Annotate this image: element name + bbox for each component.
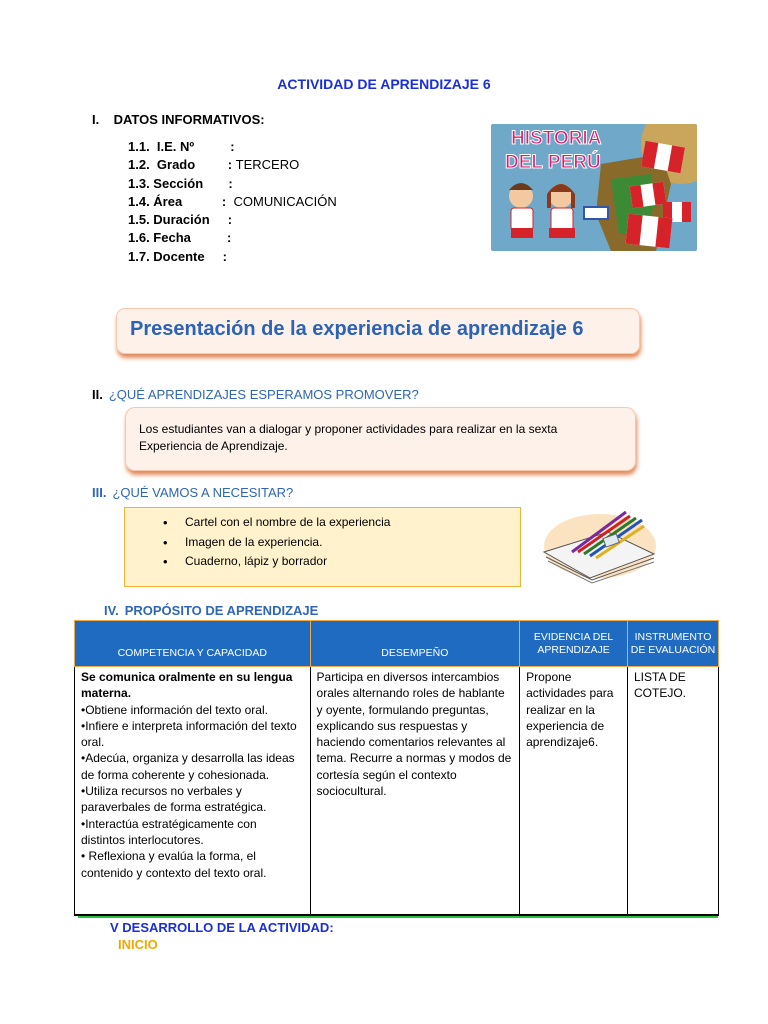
desempeno-cell: Participa en diversos intercambios orales alternando roles de hablante y oyente, formulando preguntas, explicando sus respuestas y haciendo comentarios relevantes al tema. Recurre a normas y modos de cortesía según el contexto sociocultural. <box>310 667 520 915</box>
list-item: • Cartel con el nombre de la experiencia <box>185 513 390 533</box>
materiales-box <box>124 507 521 587</box>
capacidad-item: •Interactúa estratégicamente con distintos interlocutores. <box>81 816 257 847</box>
header-evidencia: EVIDENCIA DEL APRENDIZAJE <box>520 621 628 667</box>
capacidad-item: •Infiere e interpreta información del texto oral. <box>81 718 297 750</box>
notebook-pencils-image <box>538 502 658 584</box>
datos-informativos-list <box>128 138 337 266</box>
competencia-cell <box>75 667 311 915</box>
presentacion-banner <box>116 308 640 354</box>
capacidad-item: • Reflexiona y evalúa la forma, el contenido y contexto del texto oral. <box>81 849 267 880</box>
materiales-list <box>185 513 390 572</box>
dato-row-fecha: 1.6. Fecha : <box>128 230 232 246</box>
section-3-heading: III. ¿QUÉ VAMOS A NECESITAR? <box>92 485 294 500</box>
capacidad-item: •Obtiene información del texto oral. <box>81 702 268 717</box>
banner-text: Presentación de la experiencia de aprendizaje 6 <box>130 318 584 340</box>
dato-row-area: 1.4. Área : COMUNICACIÓN <box>128 193 337 209</box>
proposito-table <box>74 620 719 916</box>
aprendizajes-text: Los estudiantes van a dialogar y proponer actividades para realizar en la sexta Experiencia de Aprendizaje. <box>139 422 558 453</box>
dato-row-grado: 1.2. Grado : TERCERO <box>128 157 300 173</box>
capacidad-item: •Adecúa, organiza y desarrolla las ideas de forma coherente y cohesionada. <box>81 751 295 782</box>
inicio-heading: INICIO <box>118 937 158 952</box>
list-item: • Cuaderno, lápiz y borrador <box>185 552 390 572</box>
section-2-heading: II. ¿QUÉ APRENDIZAJES ESPERAMOS PROMOVER? <box>92 387 419 402</box>
instrumento-cell: LISTA DE COTEJO. <box>628 667 719 915</box>
dato-row-seccion: 1.3. Sección : <box>128 175 233 191</box>
section-4-heading: IV. PROPÓSITO DE APRENDIZAJE <box>104 603 319 618</box>
section-divider <box>78 916 718 918</box>
dato-row-docente: 1.7. Docente : <box>128 248 227 264</box>
hero-title-line2: DEL PERÚ <box>505 152 601 173</box>
header-desempeno: DESEMPEÑO <box>310 621 520 667</box>
evidencia-cell: Propone actividades para realizar en la experiencia de aprendizaje6. <box>520 667 628 915</box>
header-competencia: COMPETENCIA Y CAPACIDAD <box>75 621 311 667</box>
competencia-title: Se comunica oralmente en su lengua materna. <box>81 670 293 701</box>
dato-row-ie: 1.1. I.E. Nº : <box>128 139 235 154</box>
section-1-heading: I. DATOS INFORMATIVOS: <box>92 112 265 127</box>
section-5-heading: V DESARROLLO DE LA ACTIVIDAD: <box>110 920 334 935</box>
header-instrumento: INSTRUMENTO DE EVALUACIÓN <box>628 621 719 667</box>
dato-row-duracion: 1.5. Duración : <box>128 212 233 228</box>
list-item: • Imagen de la experiencia. <box>185 533 390 553</box>
aprendizajes-box <box>125 407 636 471</box>
hero-title-line1: HISTORIA <box>511 128 602 149</box>
document-title: ACTIVIDAD DE APRENDIZAJE 6 <box>277 76 491 92</box>
capacidad-item: •Utiliza recursos no verbales y paraverbales de forma estratégica. <box>81 784 267 815</box>
historia-del-peru-image <box>491 124 697 251</box>
